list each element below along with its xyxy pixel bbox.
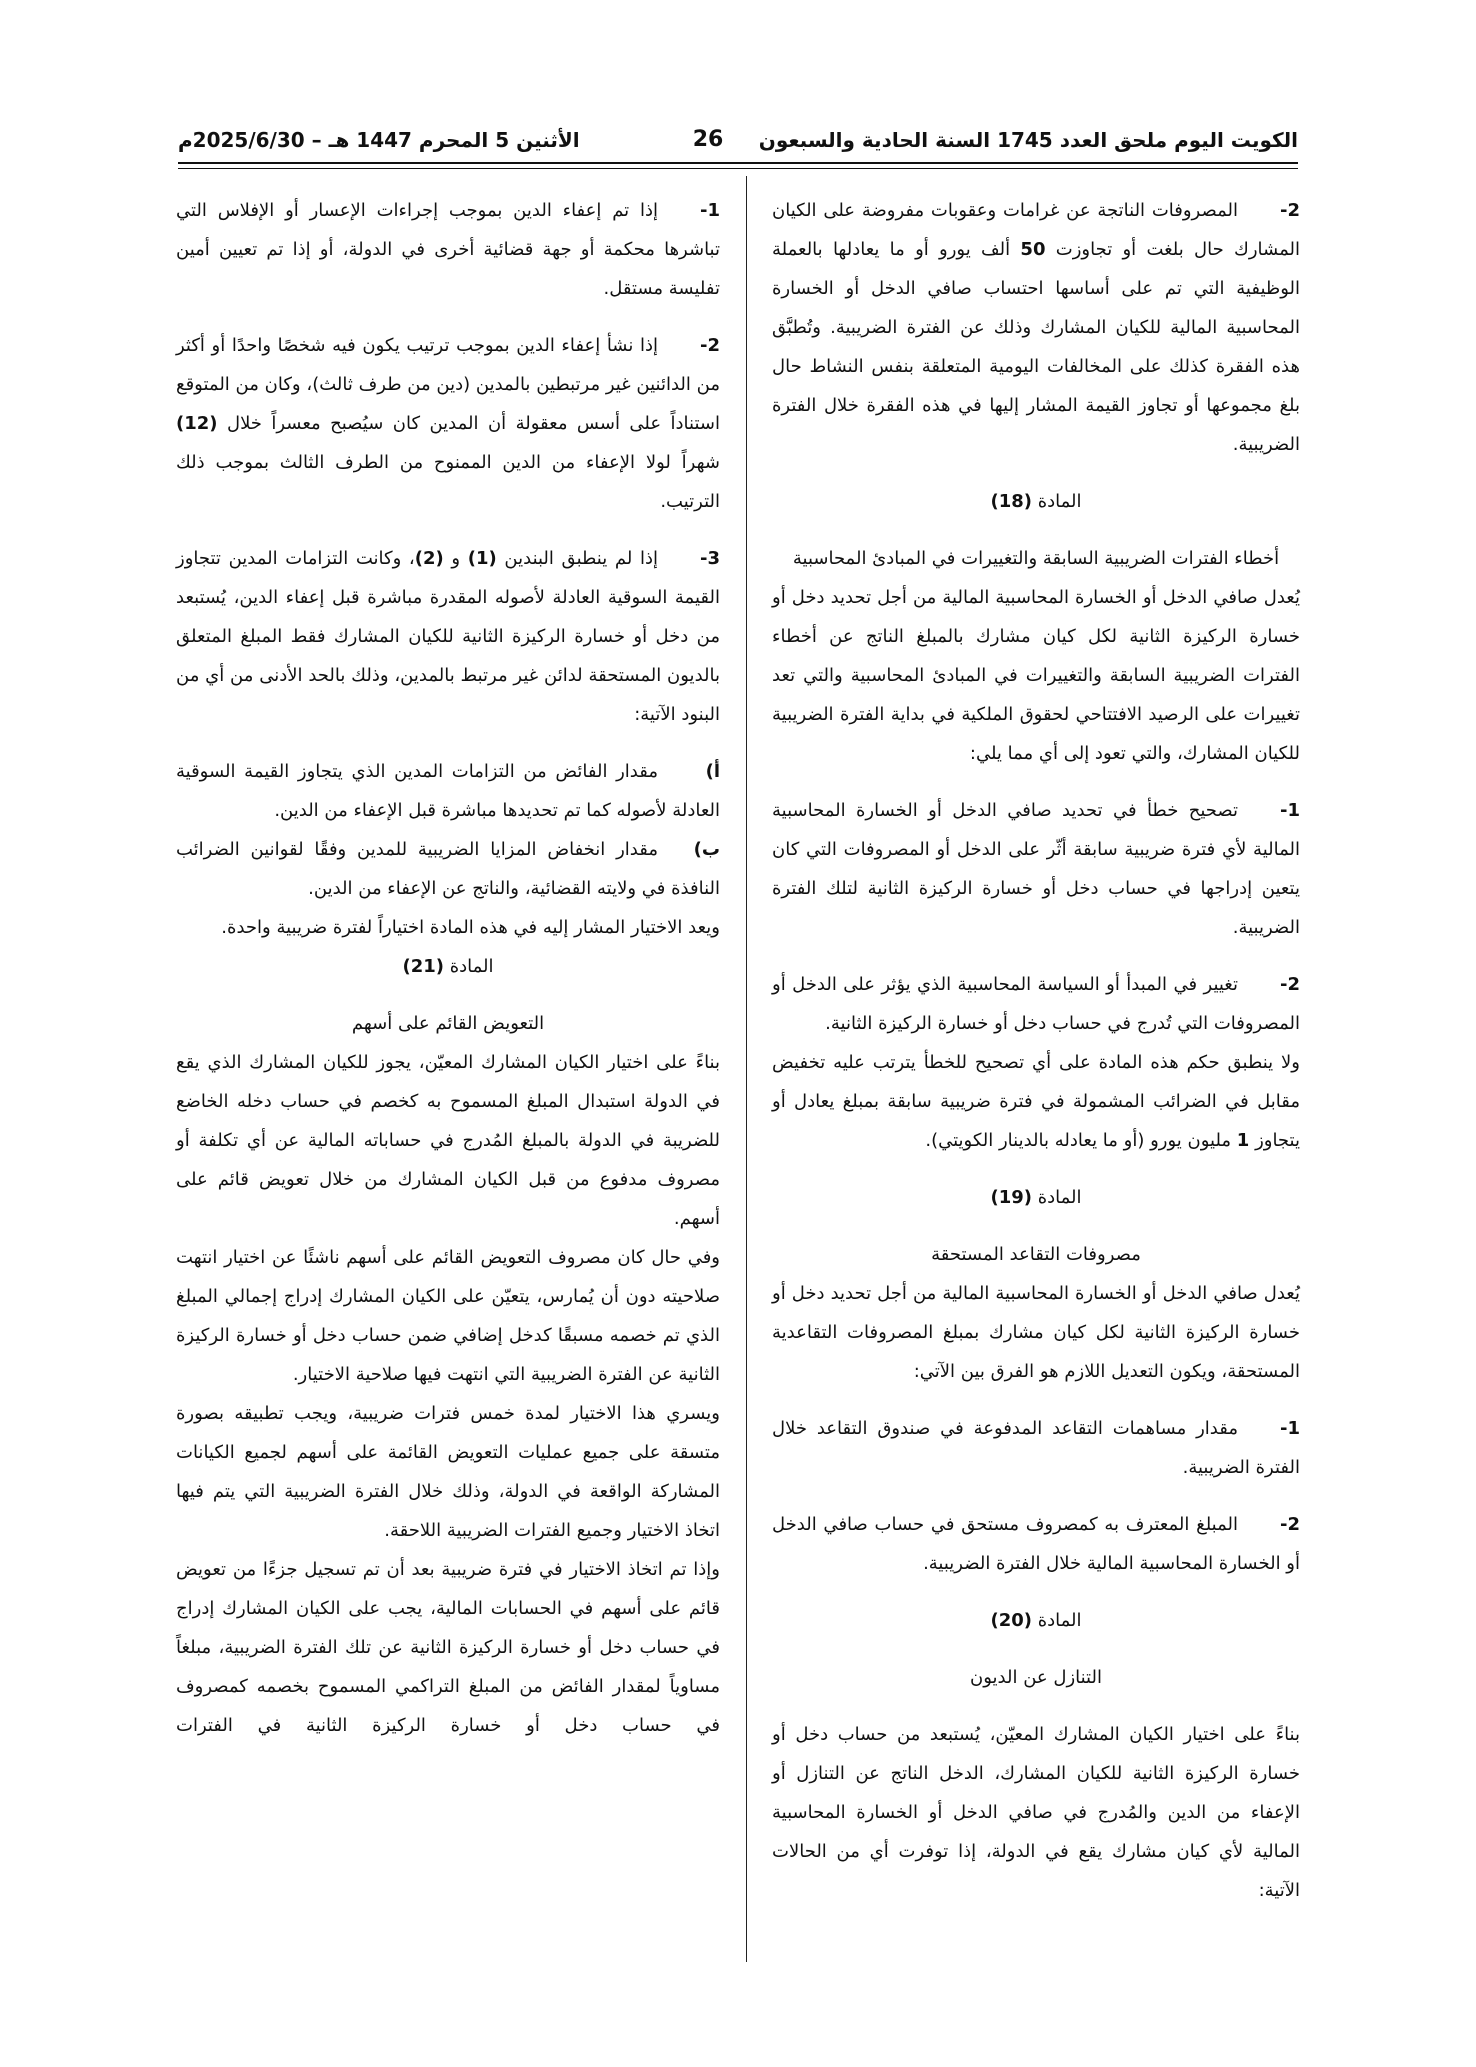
item-text: المبلغ المعترف به كمصروف مستحق في حساب صافي الدخل أو الخسارة المحاسبية المالية خلال الفترة الضريبية. — [772, 1514, 1300, 1574]
item-number: 1- — [1279, 800, 1300, 821]
article-19-intro: يُعدل صافي الدخل أو الخسارة المحاسبية المالية من أجل تحديد دخل أو خسارة الركيزة الثانية لكل كيان مشارك بمبلغ المصروفات التقاعدية المستحقة، ويكون التعديل اللازم هو الفرق بين الآتي: — [772, 1283, 1300, 1382]
issue-date: الأثنين 5 المحرم 1447 هـ – 2025/6/30م — [178, 128, 580, 152]
article-19-item-2 — [772, 1505, 1300, 1583]
publication-header: الكويت اليوم ملحق العدد 1745 السنة الحادية والسبعون — [758, 128, 1298, 152]
item-text: إذا نشأ إعفاء الدين بموجب ترتيب يكون فيه شخصًا واحدًا أو أكثر من الدائنين غير مرتبطين بالمدين (دين من طرف ثالث)، وكان من المتوقع استناداً على أسس معقولة أن المدين كان سيُصبح معسراً خلال — [176, 335, 720, 434]
column-divider — [746, 176, 747, 1962]
article-18-title: أخطاء الفترات الضريبية السابقة والتغييرات في المبادئ المحاسبية — [792, 548, 1280, 569]
item-number: 3- — [699, 548, 720, 569]
article-label: المادة — [449, 956, 494, 977]
article-19-item-1 — [772, 1409, 1300, 1487]
article-label: المادة — [1037, 491, 1082, 512]
article-21-paragraph: ويسري هذا الاختيار لمدة خمس فترات ضريبية، ويجب تطبيقه بصورة متسقة على جميع عمليات التعويض القائمة على أسهم لجميع الكيانات المشاركة الواقعة في الدولة، وذلك خلال الفترة الضريبية التي يتم فيها اتخاذ الاختيار وجميع الفترات الضريبية اللاحقة. — [176, 1403, 720, 1541]
article-18-item-2 — [772, 965, 1300, 1043]
article-21-paragraph: بناءً على اختيار الكيان المشارك المعيّن، يجوز للكيان المشارك الذي يقع في الدولة استبدال المبلغ المسموح به كخصم في حساب دخله الخاضع للضريبة في الدولة بالمبلغ المُدرج في حساباته المالية عن أي تكلفة أو مصروف مدفوع من قبل الكيان المشارك من خلال تعويض قائم على أسهم. — [176, 1052, 720, 1229]
article-label: المادة — [1037, 1610, 1082, 1631]
article-20-title: التنازل عن الديون — [970, 1667, 1102, 1688]
article-20-heading — [772, 1601, 1300, 1640]
exception-text: ولا ينطبق حكم هذه المادة على أي تصحيح للخطأ يترتب عليه تخفيض مقابل في الضرائب المشمولة في فترة ضريبية سابقة بمبلغ يعادل أو يتجاوز — [772, 1052, 1300, 1151]
article-number: (21) — [402, 956, 444, 977]
item-text: مقدار انخفاض المزايا الضريبية للمدين وفقًا لقوانين الضرائب النافذة في ولايته القضائية، والناتج عن الإعفاء من الدين. — [176, 839, 720, 899]
article-20-intro: بناءً على اختيار الكيان المشارك المعيّن، يُستبعد من حساب دخل أو خسارة الركيزة الثانية للكيان المشارك، الدخل الناتج عن التنازل أو الإعفاء من الدين والمُدرج في صافي الدخل أو الخسارة المحاسبية المالية لأي كيان مشارك يقع في الدولة، إذا توفرت أي من الحالات الآتية: — [772, 1724, 1300, 1901]
article-19-heading — [772, 1178, 1300, 1217]
article-20-sub-item-b — [176, 830, 720, 908]
article-17-item-2 — [772, 191, 1300, 464]
item-number: 2- — [1279, 974, 1300, 995]
sub-item-letter: أ) — [705, 761, 720, 782]
article-20-case-1 — [176, 191, 720, 308]
article-20-closing: ويعد الاختيار المشار إليه في هذه المادة اختياراً لفترة ضريبية واحدة. — [221, 917, 720, 938]
article-20-case-2 — [176, 326, 720, 521]
item-text: مقدار مساهمات التقاعد المدفوعة في صندوق التقاعد خلال الفترة الضريبية. — [772, 1418, 1300, 1478]
article-number: (19) — [990, 1187, 1032, 1208]
item-text: ألف يورو أو ما يعادلها بالعملة الوظيفية التي تم على أساسها احتساب صافي الدخل أو الخسارة المحاسبية المالية للكيان المشارك وذلك عن الفترة الضريبية. وتُطبَّق هذه الفقرة كذلك على المخالفات اليومية المتعلقة بنفس النشاط حال بلغ مجموعها أو تجاوز القيمة المشار إليها في هذه الفقرة خلال الفترة الضريبية. — [772, 239, 1300, 455]
article-19-title: مصروفات التقاعد المستحقة — [931, 1244, 1141, 1265]
amount-value: 1 — [1236, 1130, 1250, 1151]
article-20-sub-item-a — [176, 752, 720, 830]
article-number: (20) — [990, 1610, 1032, 1631]
article-21-heading — [176, 947, 720, 986]
article-18-intro: يُعدل صافي الدخل أو الخسارة المحاسبية المالية من أجل تحديد دخل أو خسارة الركيزة الثانية لكل كيان مشارك بالمبلغ الناتج عن أخطاء الفترات الضريبية السابقة والتغييرات في المبادئ المحاسبية والتي تعد تغييرات على الرصيد الافتتاحي لحقوق الملكية في بداية الفترة الضريبية للكيان المشارك، والتي تعود إلى أي مما يلي: — [772, 587, 1300, 764]
exception-text: مليون يورو (أو ما يعادله بالدينار الكويتي). — [925, 1130, 1232, 1151]
amount-value: 50 — [1020, 239, 1046, 260]
article-18-item-1 — [772, 791, 1300, 947]
header-rule-thin — [178, 168, 1298, 169]
sub-item-letter: ب) — [693, 839, 720, 860]
left-column — [176, 191, 720, 1745]
item-number: 2- — [699, 335, 720, 356]
item-text: مقدار الفائض من التزامات المدين الذي يتجاوز القيمة السوقية العادلة لأصوله كما تم تحديدها مباشرة قبل الإعفاء من الدين. — [176, 761, 720, 821]
item-text: تغيير في المبدأ أو السياسة المحاسبية الذي يؤثر على الدخل أو المصروفات التي تُدرج في حساب دخل أو خسارة الركيزة الثانية. — [772, 974, 1300, 1034]
item-text: إذا لم ينطبق البندين — [504, 548, 658, 569]
conjunction: و — [451, 548, 461, 569]
item-number: 2- — [1279, 200, 1300, 221]
item-number: 1- — [1279, 1418, 1300, 1439]
right-column — [772, 191, 1300, 1910]
item-text: المصروفات الناتجة عن غرامات وعقوبات مفروضة على الكيان المشارك حال بلغت أو تجاوزت — [772, 200, 1300, 260]
item-text: تصحيح خطأ في تحديد صافي الدخل أو الخسارة المحاسبية المالية لأي فترة ضريبية سابقة أثّر على الدخل أو المصروفات التي كان يتعين إدراجها في حساب دخل أو خسارة الركيزة الثانية لتلك الفترة الضريبية. — [772, 800, 1300, 938]
clause-reference: (1) — [467, 548, 497, 569]
article-21-title: التعويض القائم على أسهم — [351, 1013, 545, 1034]
article-21-paragraph-continued: وإذا تم اتخاذ الاختيار في فترة ضريبية بعد أن تم تسجيل جزءًا من تعويض قائم على أسهم في الحسابات المالية، يجب على الكيان المشارك إدراج في حساب دخل أو خسارة الركيزة الثانية عن تلك الفترة الضريبية، مبلغاً مساوياً لمقدار الفائض من المبلغ التراكمي المسموح بخصمه كمصروف في حساب دخل أو خسارة الركيزة الثانية في الفترات — [176, 1559, 720, 1736]
page-number: 26 — [692, 127, 724, 152]
item-text: إذا تم إعفاء الدين بموجب إجراءات الإعسار أو الإفلاس التي تباشرها محكمة أو جهة قضائية أخرى في الدولة، أو إذا تم تعيين أمين تفليسة مستقل. — [176, 200, 720, 299]
item-text: شهراً لولا الإعفاء من الدين الممنوح من الطرف الثالث بموجب ذلك الترتيب. — [176, 452, 720, 512]
article-18-heading — [772, 482, 1300, 521]
months-value: (12) — [176, 413, 218, 434]
article-18-exception — [772, 1043, 1300, 1160]
item-text: ، وكانت التزامات المدين تتجاوز القيمة السوقية العادلة لأصوله المقدرة مباشرة قبل إعفاء الدين، يُستبعد من دخل أو خسارة الركيزة الثانية للكيان المشارك فقط المبلغ المتعلق بالديون المستحقة لدائن غير مرتبط بالمدين، وذلك بالحد الأدنى من أي من البنود الآتية: — [176, 548, 720, 725]
header-rule — [178, 162, 1298, 164]
item-number: 2- — [1279, 1514, 1300, 1535]
article-number: (18) — [990, 491, 1032, 512]
article-20-case-3 — [176, 539, 720, 734]
article-21-paragraph: وفي حال كان مصروف التعويض القائم على أسهم ناشئًا عن اختيار انتهت صلاحيته دون أن يُمارس، يتعيّن على الكيان المشارك إدراج إجمالي المبلغ الذي تم خصمه مسبقًا كدخل إضافي ضمن حساب دخل أو خسارة الركيزة الثانية عن الفترة الضريبية التي انتهت فيها صلاحية الاختيار. — [176, 1247, 720, 1385]
article-label: المادة — [1037, 1187, 1082, 1208]
clause-reference: (2) — [414, 548, 444, 569]
item-number: 1- — [699, 200, 720, 221]
